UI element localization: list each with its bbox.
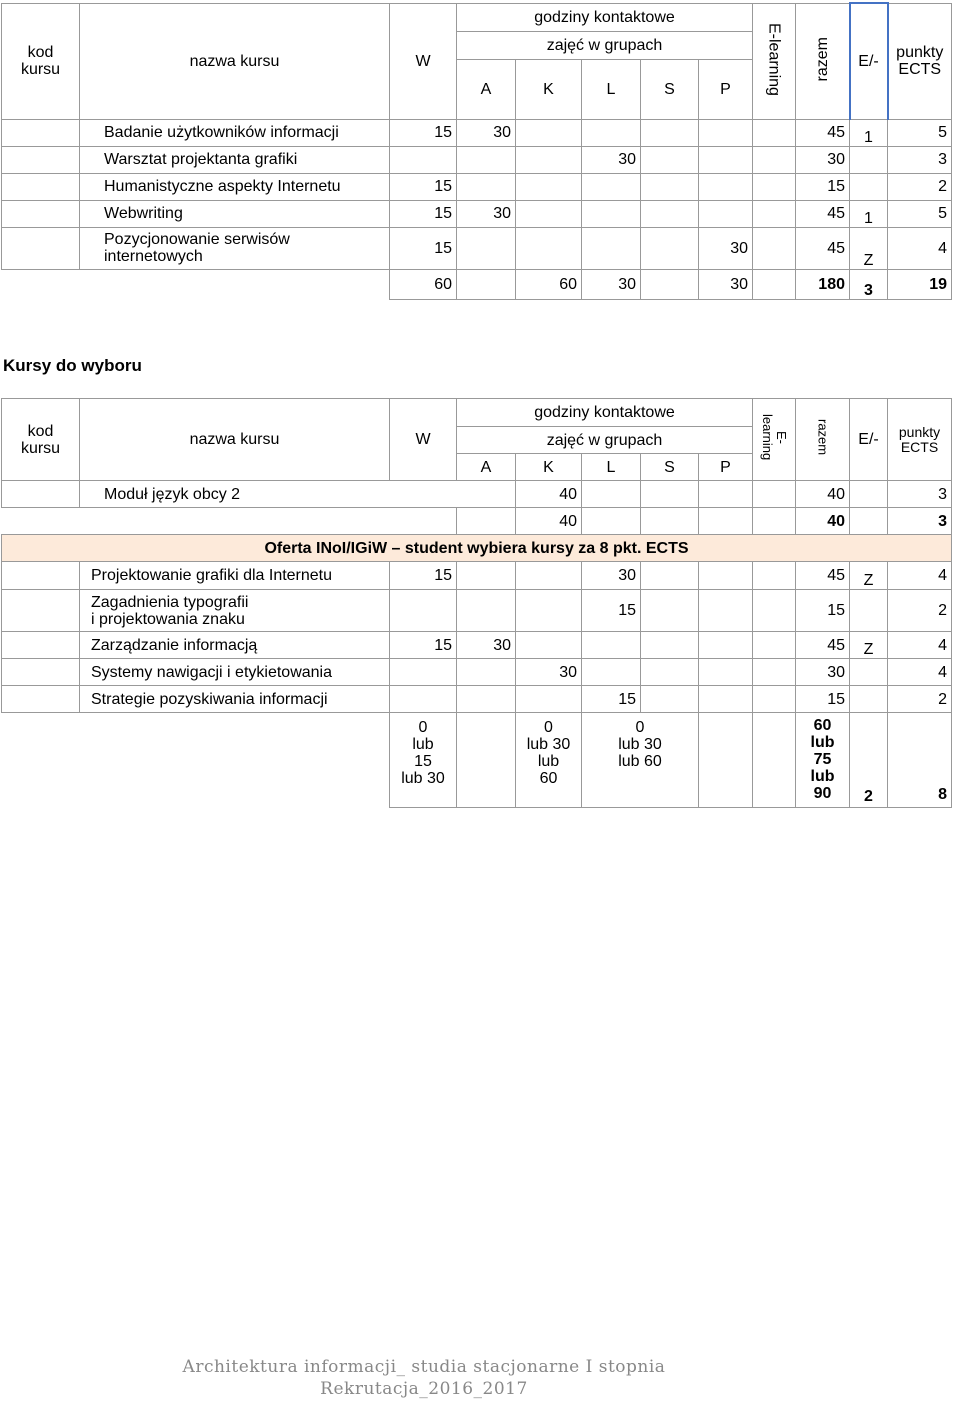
table1-cell-ez: 1 (850, 200, 888, 227)
sum2-razem: 60 lub 75 lub 90 (796, 713, 850, 808)
table2-cell-s (641, 659, 699, 686)
table1-cell-name: Humanistyczne aspekty Internetu (80, 173, 390, 200)
header2-kod-kursu: kod kursu (2, 399, 80, 481)
table1-cell-w: 15 (390, 173, 457, 200)
header-e-z: E/- (850, 3, 888, 119)
table1-cell-razem: 45 (796, 200, 850, 227)
header2-punkty-ects: punkty ECTS (888, 399, 952, 481)
table1-cell-a (457, 227, 516, 269)
table1-cell-ez (850, 173, 888, 200)
table2-cell-a (457, 562, 516, 590)
modul-p (699, 481, 753, 508)
table1-cell-ez (850, 146, 888, 173)
table1-cell-k (516, 173, 582, 200)
table1-cell-kod (2, 200, 80, 227)
table2-cell-kod (2, 686, 80, 713)
modulsum-razem: 40 (796, 508, 850, 535)
table1-cell-p (699, 119, 753, 146)
table1-cell-razem: 15 (796, 173, 850, 200)
sum-p: 30 (699, 269, 753, 299)
table1-cell-l (582, 200, 641, 227)
sum-l: 30 (582, 269, 641, 299)
table2-cell-p (699, 632, 753, 659)
table2-cell-ez (850, 686, 888, 713)
table2-cell-e (753, 590, 796, 632)
table2-cell-ez: Z (850, 562, 888, 590)
header-e-learning: E-learning (765, 22, 783, 96)
sum-ects: 19 (888, 269, 952, 299)
table1-cell-ez: 1 (850, 119, 888, 146)
table2-row (2, 562, 952, 590)
elective-courses-table (1, 398, 952, 808)
table2-cell-ez (850, 659, 888, 686)
table2-cell-l: 15 (582, 686, 641, 713)
table2-cell-kod (2, 632, 80, 659)
header-razem: razem (813, 36, 831, 82)
modulsum-empty-1 (2, 508, 80, 535)
table2-cell-a (457, 590, 516, 632)
table1-cell-e (753, 200, 796, 227)
section-title-kursy-do-wyboru: Kursy do wyboru (3, 356, 142, 375)
footer-program: Architektura informacji_ studia stacjonarne I stopnia (182, 1357, 666, 1377)
header2-e-learning: E- learning (760, 414, 789, 461)
modul-ects: 3 (888, 481, 952, 508)
table1-cell-ects: 2 (888, 173, 952, 200)
table1-row (2, 227, 952, 269)
oferta-banner: Oferta INoI/IGiW – student wybiera kursy za 8 pkt. ECTS (2, 535, 952, 562)
sum2-empty-kod (2, 713, 80, 808)
header2-godziny-kontaktowe: godziny kontaktowe (457, 399, 753, 427)
table1-cell-kod (2, 173, 80, 200)
table1-cell-p (699, 200, 753, 227)
table1-cell-p: 30 (699, 227, 753, 269)
sum2-e (753, 713, 796, 808)
table2-cell-kod (2, 659, 80, 686)
table1-cell-ects: 4 (888, 227, 952, 269)
sum-empty-kod (2, 269, 80, 299)
table1-cell-k (516, 227, 582, 269)
sum-empty-name (80, 269, 390, 299)
footer-recruitment: Rekrutacja_2016_2017 (320, 1379, 528, 1399)
table1-cell-s (641, 200, 699, 227)
sum-w: 60 (390, 269, 457, 299)
table2-cell-w (390, 590, 457, 632)
table1-cell-razem: 30 (796, 146, 850, 173)
table2-cell-k (516, 562, 582, 590)
modulsum-k: 40 (516, 508, 582, 535)
table2-cell-a (457, 659, 516, 686)
table1-cell-kod (2, 227, 80, 269)
header-kod-kursu: kod kursu (2, 3, 80, 119)
table2-cell-name: Systemy nawigacji i etykietowania (80, 659, 390, 686)
table1-cell-w (390, 146, 457, 173)
table2-cell-k (516, 590, 582, 632)
table2-cell-e (753, 659, 796, 686)
modulsum-l (582, 508, 641, 535)
modulsum-ez (850, 508, 888, 535)
sum-s (641, 269, 699, 299)
header2-w: W (390, 399, 457, 481)
table2-cell-s (641, 632, 699, 659)
table1-cell-ects: 5 (888, 119, 952, 146)
table1-cell-l: 30 (582, 146, 641, 173)
table1-cell-s (641, 227, 699, 269)
modul-razem: 40 (796, 481, 850, 508)
modulsum-p (699, 508, 753, 535)
table2-cell-name: Projektowanie grafiki dla Internetu (80, 562, 390, 590)
header2-e-learning-cell (753, 399, 796, 481)
table1-cell-ects: 3 (888, 146, 952, 173)
table1-cell-a: 30 (457, 200, 516, 227)
modulsum-empty-2 (80, 508, 390, 535)
table2-cell-k: 30 (516, 659, 582, 686)
modul-e (753, 481, 796, 508)
table2-cell-w (390, 686, 457, 713)
table1-cell-ez: Z (850, 227, 888, 269)
table1-cell-kod (2, 146, 80, 173)
table2-cell-k (516, 632, 582, 659)
sum2-ez: 2 (850, 713, 888, 808)
header2-k: K (516, 454, 582, 481)
table2-cell-p (699, 590, 753, 632)
table2-cell-ects: 4 (888, 562, 952, 590)
table2-cell-ects: 4 (888, 659, 952, 686)
table2-cell-e (753, 632, 796, 659)
table2-cell-p (699, 686, 753, 713)
header2-l: L (582, 454, 641, 481)
header-w: W (390, 3, 457, 119)
sum2-empty-name (80, 713, 390, 808)
sum2-p (699, 713, 753, 808)
table2-row (2, 632, 952, 659)
table1-cell-k (516, 119, 582, 146)
header-p: P (699, 59, 753, 119)
sum-e-learning (753, 269, 796, 299)
table2-cell-e (753, 562, 796, 590)
table1-cell-a (457, 146, 516, 173)
sum2-k: 0 lub 30 lub 60 (516, 713, 582, 808)
table1-cell-k (516, 146, 582, 173)
table1-row (2, 119, 952, 146)
table2-cell-name: Strategie pozyskiwania informacji (80, 686, 390, 713)
table1-cell-w: 15 (390, 200, 457, 227)
table2-cell-a (457, 686, 516, 713)
table2-cell-razem: 45 (796, 632, 850, 659)
table1-cell-ects: 5 (888, 200, 952, 227)
sum-ez: 3 (850, 269, 888, 299)
modul-k: 40 (516, 481, 582, 508)
table2-row (2, 686, 952, 713)
header2-p: P (699, 454, 753, 481)
table2-cell-p (699, 659, 753, 686)
table2-cell-a: 30 (457, 632, 516, 659)
core-courses-table (1, 2, 952, 300)
header2-a: A (457, 454, 516, 481)
modul-ez (850, 481, 888, 508)
table2-row (2, 590, 952, 632)
table2-cell-l (582, 632, 641, 659)
table1-row (2, 173, 952, 200)
table2-cell-razem: 15 (796, 686, 850, 713)
modulsum-empty-3 (390, 508, 457, 535)
table2-cell-ects: 4 (888, 632, 952, 659)
sum2-w: 0 lub 15 lub 30 (390, 713, 457, 808)
header2-e-z: E/- (850, 399, 888, 481)
sum2-a (457, 713, 516, 808)
table2-cell-w (390, 659, 457, 686)
table1-cell-a (457, 173, 516, 200)
table1-cell-e (753, 119, 796, 146)
header-a: A (457, 59, 516, 119)
header-punkty-ects: punkty ECTS (888, 3, 952, 119)
modulsum-e (753, 508, 796, 535)
table2-cell-name: Zarządzanie informacją (80, 632, 390, 659)
table1-cell-s (641, 119, 699, 146)
table2-cell-razem: 15 (796, 590, 850, 632)
modul-kod (2, 481, 80, 508)
modul-l (582, 481, 641, 508)
header2-s: S (641, 454, 699, 481)
header2-razem-cell (796, 399, 850, 481)
header2-razem: razem (815, 419, 831, 456)
table1-cell-p (699, 146, 753, 173)
modulsum-a (457, 508, 516, 535)
table1-cell-l (582, 227, 641, 269)
table1-cell-name: Warsztat projektanta grafiki (80, 146, 390, 173)
modul-name: Moduł język obcy 2 (80, 481, 516, 508)
table2-cell-kod (2, 562, 80, 590)
modul-s (641, 481, 699, 508)
table2-row (2, 659, 952, 686)
header-s: S (641, 59, 699, 119)
header-zajec-w-grupach: zajęć w grupach (457, 31, 753, 59)
header-l: L (582, 59, 641, 119)
table2-cell-s (641, 562, 699, 590)
table2-cell-razem: 45 (796, 562, 850, 590)
table1-row (2, 146, 952, 173)
table2-cell-s (641, 590, 699, 632)
table1-cell-razem: 45 (796, 227, 850, 269)
table2-cell-l: 15 (582, 590, 641, 632)
header-k: K (516, 59, 582, 119)
table1-cell-w: 15 (390, 227, 457, 269)
table2-cell-w: 15 (390, 562, 457, 590)
table1-cell-name: Badanie użytkowników informacji (80, 119, 390, 146)
header-e-learning-cell (753, 3, 796, 119)
table2-cell-ects: 2 (888, 686, 952, 713)
sum-k: 60 (516, 269, 582, 299)
sum2-l: 0 lub 30 lub 60 (582, 713, 699, 808)
table2-cell-ez (850, 590, 888, 632)
table1-cell-name: Pozycjonowanie serwisów internetowych (80, 227, 390, 269)
table2-cell-s (641, 686, 699, 713)
modulsum-s (641, 508, 699, 535)
header-razem-cell (796, 3, 850, 119)
table1-cell-a: 30 (457, 119, 516, 146)
sum-a (457, 269, 516, 299)
table1-row (2, 200, 952, 227)
table2-cell-razem: 30 (796, 659, 850, 686)
table1-cell-e (753, 146, 796, 173)
table2-cell-l (582, 659, 641, 686)
table2-cell-k (516, 686, 582, 713)
table1-cell-e (753, 173, 796, 200)
table1-cell-kod (2, 119, 80, 146)
table2-cell-ects: 2 (888, 590, 952, 632)
table1-cell-p (699, 173, 753, 200)
table1-cell-l (582, 119, 641, 146)
table1-cell-s (641, 146, 699, 173)
table2-cell-ez: Z (850, 632, 888, 659)
table1-cell-e (753, 227, 796, 269)
header-godziny-kontaktowe: godziny kontaktowe (457, 3, 753, 31)
table2-cell-e (753, 686, 796, 713)
sum-razem: 180 (796, 269, 850, 299)
table1-cell-name: Webwriting (80, 200, 390, 227)
table2-cell-l: 30 (582, 562, 641, 590)
table2-cell-name: Zagadnienia typografii i projektowania znaku (80, 590, 390, 632)
table1-cell-razem: 45 (796, 119, 850, 146)
table2-cell-w: 15 (390, 632, 457, 659)
table1-cell-l (582, 173, 641, 200)
sum2-ects: 8 (888, 713, 952, 808)
header-nazwa-kursu: nazwa kursu (80, 3, 390, 119)
table1-cell-w: 15 (390, 119, 457, 146)
table1-cell-k (516, 200, 582, 227)
table2-cell-kod (2, 590, 80, 632)
header2-zajec-w-grupach: zajęć w grupach (457, 427, 753, 454)
table2-cell-p (699, 562, 753, 590)
table1-cell-s (641, 173, 699, 200)
modulsum-ects: 3 (888, 508, 952, 535)
header2-nazwa-kursu: nazwa kursu (80, 399, 390, 481)
